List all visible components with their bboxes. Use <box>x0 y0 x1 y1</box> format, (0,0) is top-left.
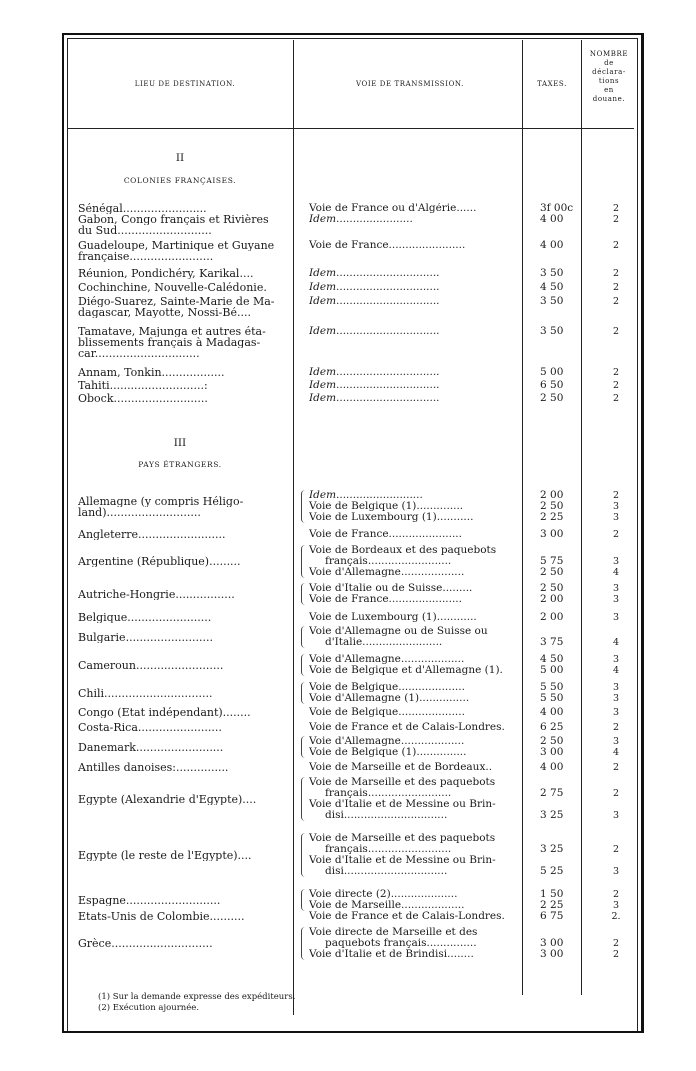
taxe-cell: 3 00 <box>540 528 564 540</box>
taxe-cell: 3 75 <box>540 636 564 648</box>
nombre-cell: 2 <box>612 203 620 214</box>
taxe-cell: 2 00 <box>540 489 564 501</box>
voie-cell: Voie d'Italie et de Messine ou Brin- <box>309 799 496 810</box>
taxe-cell: 5 50 <box>540 692 564 704</box>
taxe-cell: 3 00 <box>540 948 564 960</box>
voie-cell: Idem............................... <box>309 380 440 391</box>
destination-cell: Guadeloupe, Martinique et Guyane <box>78 240 275 251</box>
header-destination: LIEU DE DESTINATION. <box>134 80 236 88</box>
nombre-cell: 3 <box>612 556 620 567</box>
voie-cell: Voie de Luxembourg (1)............ <box>309 612 477 623</box>
nombre-cell: 4 <box>612 567 620 578</box>
voie-cell: Voie de Bordeaux et des paquebots <box>309 545 497 556</box>
taxe-cell: 3 25 <box>540 809 564 821</box>
voie-cell: disi............................... <box>325 866 448 877</box>
taxe-cell: 2 50 <box>540 392 564 404</box>
nombre-cell: 2 <box>612 529 620 540</box>
voie-cell: Voie d'Allemagne ou de Suisse ou <box>309 626 488 637</box>
voie-cell: Voie d'Allemagne................... <box>309 736 465 747</box>
nombre-cell: 4 <box>612 665 620 676</box>
header-taxes: TAXES. <box>537 80 567 88</box>
taxe-cell: 2 50 <box>540 582 564 594</box>
nombre-cell: 3 <box>612 682 620 693</box>
nombre-cell: 2 <box>612 762 620 773</box>
nombre-cell: 2 <box>612 788 620 799</box>
nombre-cell: 3 <box>612 654 620 665</box>
destination-cell: Antilles danoises:............... <box>78 762 229 773</box>
voie-cell: Voie de France...................... <box>309 529 462 540</box>
nombre-cell: 3 <box>612 736 620 747</box>
nombre-cell: 2 <box>612 393 620 404</box>
destination-cell: Tahiti...........................: <box>78 380 208 391</box>
destination-cell: car.............................. <box>78 348 200 359</box>
taxe-cell: 5 00 <box>540 664 564 676</box>
destination-cell: Grèce............................. <box>78 938 213 949</box>
voie-cell: paquebots français............... <box>325 938 477 949</box>
taxe-cell: 4 00 <box>540 213 564 225</box>
destination-cell: Tamatave, Majunga et autres éta- <box>78 326 266 337</box>
column-divider-taxes <box>581 40 582 995</box>
section-title: COLONIES FRANÇAISES. <box>123 176 237 185</box>
destination-cell: Cochinchine, Nouvelle-Calédonie. <box>78 282 267 293</box>
voie-cell: français......................... <box>325 788 452 799</box>
voie-cell: disi............................... <box>325 810 448 821</box>
nombre-cell: 3 <box>612 810 620 821</box>
brace-icon <box>301 777 306 821</box>
destination-cell: Sénégal........................ <box>78 203 207 214</box>
brace-icon <box>301 682 306 704</box>
destination-cell: États-Unis de Colombie.......... <box>78 911 245 922</box>
header-voie: VOIE DE TRANSMISSION. <box>355 80 465 88</box>
nombre-cell: 2 <box>612 722 620 733</box>
taxe-cell: 6 25 <box>540 721 564 733</box>
destination-cell: Bulgarie......................... <box>78 632 213 643</box>
taxe-cell: 4 50 <box>540 653 564 665</box>
section-number: III <box>173 437 187 449</box>
destination-cell: Obock........................... <box>78 393 208 404</box>
voie-cell: Voie de France...................... <box>309 594 462 605</box>
voie-cell: Voie de Belgique.................... <box>309 707 465 718</box>
nombre-cell: 2 <box>612 844 620 855</box>
destination-cell: Congo (État indépendant)........ <box>78 707 251 718</box>
destination-cell: Égypte (le reste de l'Égypte).... <box>78 850 252 861</box>
brace-icon <box>301 490 306 523</box>
taxe-cell: 2 50 <box>540 735 564 747</box>
nombre-cell: 3 <box>612 900 620 911</box>
taxe-cell: 5 25 <box>540 865 564 877</box>
brace-icon <box>301 833 306 877</box>
nombre-cell: 3 <box>612 583 620 594</box>
destination-cell: Autriche-Hongrie................. <box>78 589 235 600</box>
voie-cell: Voie d'Allemagne................... <box>309 654 465 665</box>
taxe-cell: 2 00 <box>540 611 564 623</box>
brace-icon <box>301 927 306 960</box>
nombre-cell: 4 <box>612 747 620 758</box>
taxe-cell: 6 50 <box>540 379 564 391</box>
nombre-cell: 2 <box>612 214 620 225</box>
destination-cell: Cameroun......................... <box>78 660 224 671</box>
header-nombre: NOMBRE de déclara- tions en douane. <box>589 50 629 103</box>
nombre-cell: 3 <box>612 866 620 877</box>
nombre-cell: 2 <box>612 367 620 378</box>
voie-cell: français......................... <box>325 556 452 567</box>
nombre-cell: 2 <box>612 949 620 960</box>
nombre-cell: 3 <box>612 594 620 605</box>
brace-icon <box>301 889 306 911</box>
destination-cell: Danemark......................... <box>78 742 224 753</box>
nombre-cell: 2 <box>612 889 620 900</box>
nombre-cell: 3 <box>612 512 620 523</box>
taxe-cell: 5 75 <box>540 555 564 567</box>
column-divider-dest <box>293 40 294 1015</box>
taxe-cell: 2 25 <box>540 511 564 523</box>
voie-cell: Voie de Belgique et d'Allemagne (1). <box>309 665 503 676</box>
taxe-cell: 2 75 <box>540 787 564 799</box>
voie-cell: Idem............................... <box>309 296 440 307</box>
taxe-cell: 4 50 <box>540 281 564 293</box>
destination-cell: du Sud........................... <box>78 225 212 236</box>
voie-cell: Voie directe de Marseille et des <box>309 927 478 938</box>
footnote: (2) Exécution ajournée. <box>98 1003 200 1013</box>
voie-cell: Voie directe (2).................... <box>309 889 458 900</box>
taxe-cell: 3f 00c <box>540 202 574 214</box>
voie-cell: Voie d'Allemagne................... <box>309 567 465 578</box>
taxe-cell: 1 50 <box>540 888 564 900</box>
nombre-cell: 2 <box>612 380 620 391</box>
taxe-cell: 4 00 <box>540 761 564 773</box>
taxe-cell: 6 75 <box>540 910 564 922</box>
nombre-cell: 2 <box>612 326 620 337</box>
destination-cell: Belgique........................ <box>78 612 212 623</box>
destination-cell: Diégo-Suarez, Sainte-Marie de Ma- <box>78 296 275 307</box>
brace-icon <box>301 545 306 578</box>
voie-cell: Voie d'Italie et de Messine ou Brin- <box>309 855 496 866</box>
taxe-cell: 2 25 <box>540 899 564 911</box>
taxe-cell: 3 50 <box>540 267 564 279</box>
footnote: (1) Sur la demande expresse des expéditeurs. <box>98 992 296 1002</box>
brace-icon <box>301 626 306 648</box>
destination-cell: Costa-Rica........................ <box>78 722 222 733</box>
voie-cell: Idem.......................... <box>309 490 423 501</box>
voie-cell: Idem....................... <box>309 214 413 225</box>
destination-cell: Espagne........................... <box>78 895 221 906</box>
nombre-cell: 2 <box>612 282 620 293</box>
voie-cell: français......................... <box>325 844 452 855</box>
voie-cell: Voie de France et de Calais-Londres. <box>309 722 505 733</box>
voie-cell: d'Italie........................ <box>325 637 443 648</box>
voie-cell: Voie de Belgique.................... <box>309 682 465 693</box>
nombre-cell: 2 <box>612 938 620 949</box>
nombre-cell: 2 <box>612 296 620 307</box>
voie-cell: Voie de Marseille et des paquebots <box>309 833 496 844</box>
destination-cell: blissements français à Madagas- <box>78 337 261 348</box>
brace-icon <box>301 654 306 676</box>
voie-cell: Voie de France et de Calais-Londres. <box>309 911 505 922</box>
voie-cell: Voie de Belgique (1).............. <box>309 501 464 512</box>
nombre-cell: 2 <box>612 268 620 279</box>
header-rule <box>68 128 634 129</box>
taxe-cell: 4 00 <box>540 706 564 718</box>
destination-cell: land)........................... <box>78 507 201 518</box>
taxe-cell: 2 50 <box>540 500 564 512</box>
nombre-cell: 3 <box>612 501 620 512</box>
voie-cell: Voie de France ou d'Algérie...... <box>309 203 477 214</box>
section-title: PAYS ÉTRANGERS. <box>138 460 222 469</box>
voie-cell: Idem............................... <box>309 393 440 404</box>
taxe-cell: 3 50 <box>540 325 564 337</box>
voie-cell: Idem............................... <box>309 268 440 279</box>
destination-cell: dagascar, Mayotte, Nossi-Bé.... <box>78 307 251 318</box>
destination-cell: Argentine (République)......... <box>78 556 241 567</box>
taxe-cell: 3 00 <box>540 746 564 758</box>
destination-cell: Allemagne (y compris Héligo- <box>78 496 244 507</box>
voie-cell: Voie de Marseille et de Bordeaux.. <box>309 762 493 773</box>
destination-cell: française........................ <box>78 251 214 262</box>
voie-cell: Voie de Belgique (1)............... <box>309 747 467 758</box>
taxe-cell: 3 50 <box>540 295 564 307</box>
brace-icon <box>301 736 306 758</box>
taxe-cell: 3 25 <box>540 843 564 855</box>
nombre-cell: 3 <box>612 707 620 718</box>
destination-cell: Réunion, Pondichéry, Karikal.... <box>78 268 254 279</box>
taxe-cell: 3 00 <box>540 937 564 949</box>
destination-cell: Gabon, Congo français et Rivières <box>78 214 269 225</box>
voie-cell: Voie de Marseille et des paquebots <box>309 777 496 788</box>
taxe-cell: 4 00 <box>540 239 564 251</box>
taxe-cell: 5 00 <box>540 366 564 378</box>
section-number: II <box>175 152 185 164</box>
nombre-cell: 4 <box>612 637 620 648</box>
destination-cell: Chili............................... <box>78 688 213 699</box>
voie-cell: Idem............................... <box>309 326 440 337</box>
nombre-cell: 2 <box>612 240 620 251</box>
taxe-cell: 2 50 <box>540 566 564 578</box>
destination-cell: Égypte (Alexandrie d'Égypte).... <box>78 794 257 805</box>
voie-cell: Voie d'Italie ou de Suisse......... <box>309 583 473 594</box>
voie-cell: Idem............................... <box>309 367 440 378</box>
taxe-cell: 2 00 <box>540 593 564 605</box>
voie-cell: Voie de Luxembourg (1)........... <box>309 512 474 523</box>
voie-cell: Voie de Marseille................... <box>309 900 465 911</box>
voie-cell: Voie d'Italie et de Brindisi........ <box>309 949 474 960</box>
nombre-cell: 3 <box>612 612 620 623</box>
brace-icon <box>301 583 306 605</box>
nombre-cell: 2. <box>611 911 621 922</box>
nombre-cell: 3 <box>612 693 620 704</box>
voie-cell: Idem............................... <box>309 282 440 293</box>
destination-cell: Angleterre......................... <box>78 529 226 540</box>
taxe-cell: 5 50 <box>540 681 564 693</box>
voie-cell: Voie de France....................... <box>309 240 466 251</box>
nombre-cell: 2 <box>612 490 620 501</box>
destination-cell: Annam, Tonkin.................. <box>78 367 225 378</box>
voie-cell: Voie d'Allemagne (1)............... <box>309 693 470 704</box>
